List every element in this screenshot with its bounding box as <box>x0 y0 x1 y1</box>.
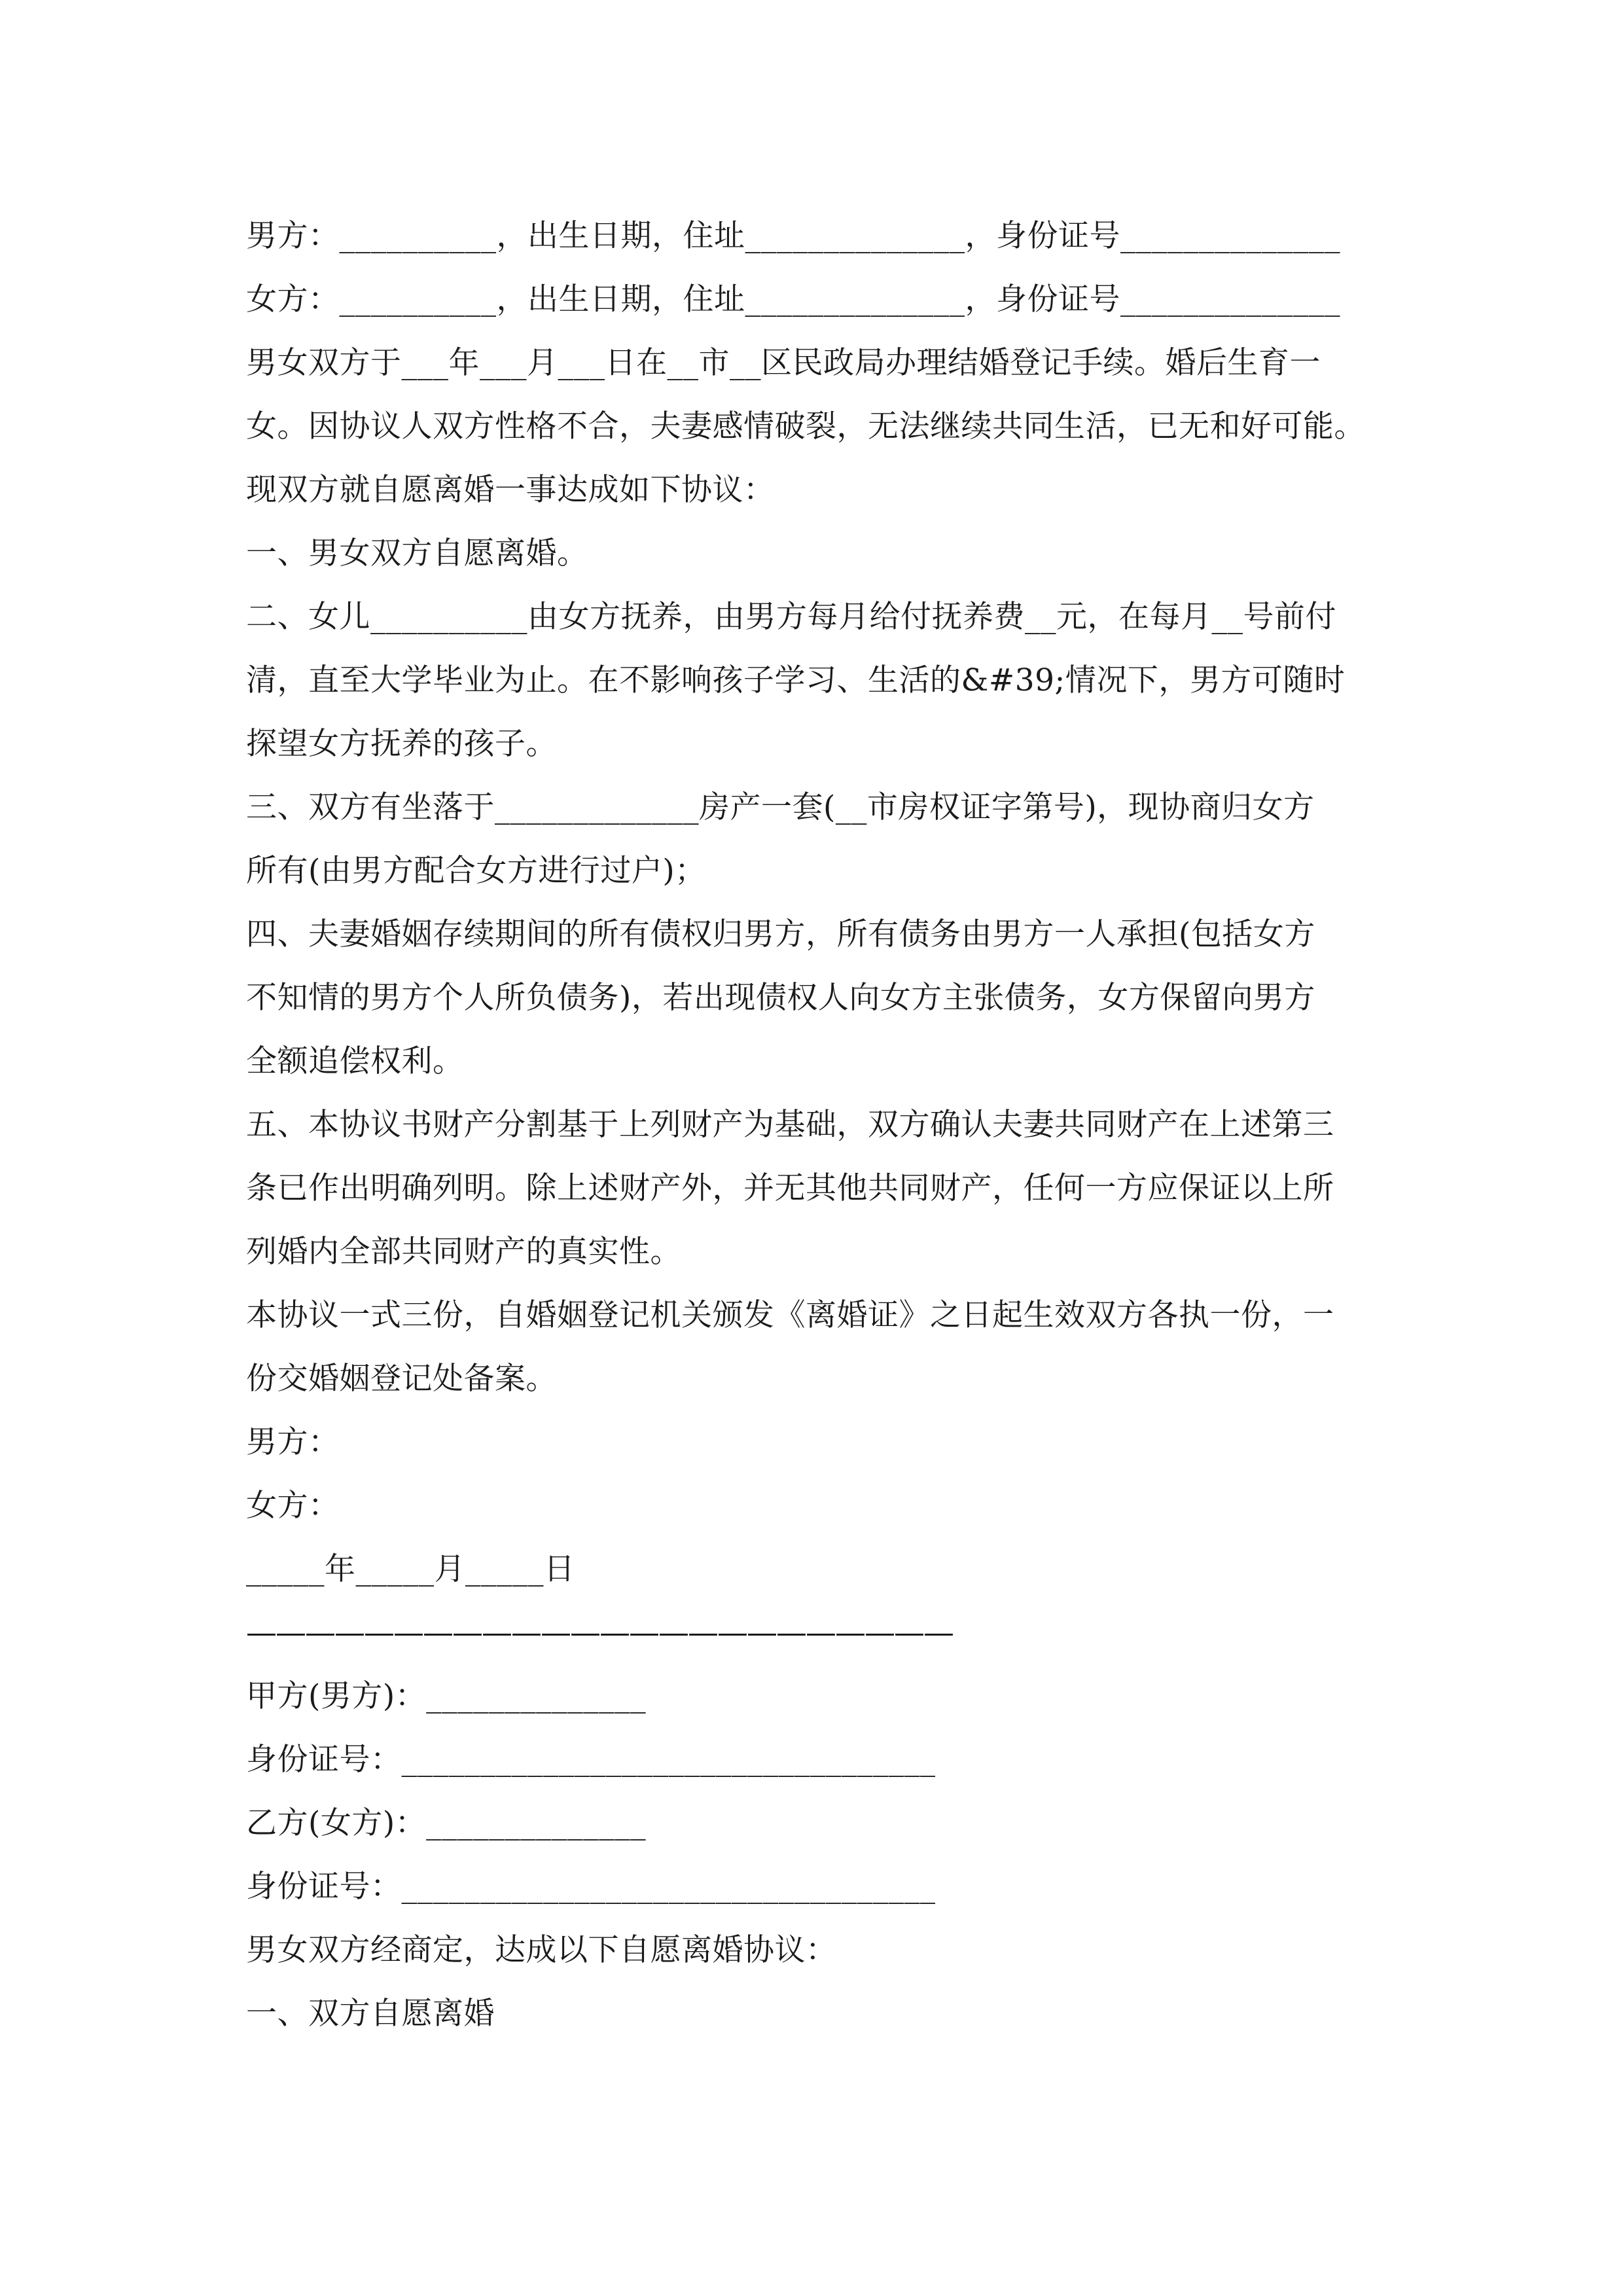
female-party-info-line: 女方：__________，出生日期，住址______________，身份证号______________ <box>246 281 1340 317</box>
divorce-reason-line: 女。因协议人双方性格不合，夫妻感情破裂，无法继续共同生活，已无和好可能。 <box>246 408 1365 444</box>
clause-4-line-3: 全额追偿权利。 <box>246 1043 464 1079</box>
clause-3-line-2: 所有(由男方配合女方进行过户)； <box>246 853 706 889</box>
party-b-id-line: 身份证号：__________________________________ <box>246 1869 936 1905</box>
agreement-intro-line: 现双方就自愿离婚一事达成如下协议： <box>246 472 775 508</box>
copies-clause-line-2: 份交婚姻登记处备案。 <box>246 1361 557 1397</box>
clause-2-line-2: 清，直至大学毕业为止。在不影响孩子学习、生活的&#39;情况下，男方可随时 <box>246 662 1346 698</box>
party-b-line: 乙方(女方)：______________ <box>246 1805 647 1841</box>
party-a-line: 甲方(男方)：______________ <box>246 1678 647 1714</box>
clause-1: 一、男女双方自愿离婚。 <box>246 535 588 571</box>
clause-4-line-2: 不知情的男方个人所负债务)，若出现债权人向女方主张债务，女方保留向男方 <box>246 980 1315 1016</box>
clause-3-line-1: 三、双方有坐落于_____________房产一套(__市房权证字第号)，现协商归女方 <box>246 789 1315 825</box>
female-signature-label: 女方： <box>246 1488 340 1524</box>
clause-5-line-3: 列婚内全部共同财产的真实性。 <box>246 1234 681 1270</box>
male-signature-label: 男方： <box>246 1424 340 1460</box>
clause-5-line-1: 五、本协议书财产分割基于上列财产为基础，双方确认夫妻共同财产在上述第三 <box>246 1107 1334 1143</box>
second-agreement-clause-1: 一、双方自愿离婚 <box>246 1996 495 2032</box>
party-a-id-line: 身份证号：__________________________________ <box>246 1742 936 1778</box>
marriage-registration-line: 男女双方于___年___月___日在__市__区民政局办理结婚登记手续。婚后生育一 <box>246 345 1321 381</box>
signature-date-line: _____年_____月_____日 <box>246 1551 575 1587</box>
second-agreement-intro: 男女双方经商定，达成以下自愿离婚协议： <box>246 1932 837 1968</box>
clause-5-line-2: 条已作出明确列明。除上述财产外，并无其他共同财产，任何一方应保证以上所 <box>246 1170 1334 1206</box>
male-party-info-line: 男方：__________，出生日期，住址______________，身份证号______________ <box>246 218 1340 254</box>
clause-2-line-3: 探望女方抚养的孩子。 <box>246 726 557 762</box>
copies-clause-line-1: 本协议一式三份，自婚姻登记机关颁发《离婚证》之日起生效双方各执一份，一 <box>246 1297 1334 1333</box>
clause-4-line-1: 四、夫妻婚姻存续期间的所有债权归男方，所有债务由男方一人承担(包括女方 <box>246 916 1315 952</box>
clause-2-line-1: 二、女儿__________由女方抚养，由男方每月给付抚养费__元，在每月__号前付 <box>246 599 1336 635</box>
document-body <box>246 204 1378 2045</box>
section-divider: ———————————————————————— <box>246 1615 953 1651</box>
